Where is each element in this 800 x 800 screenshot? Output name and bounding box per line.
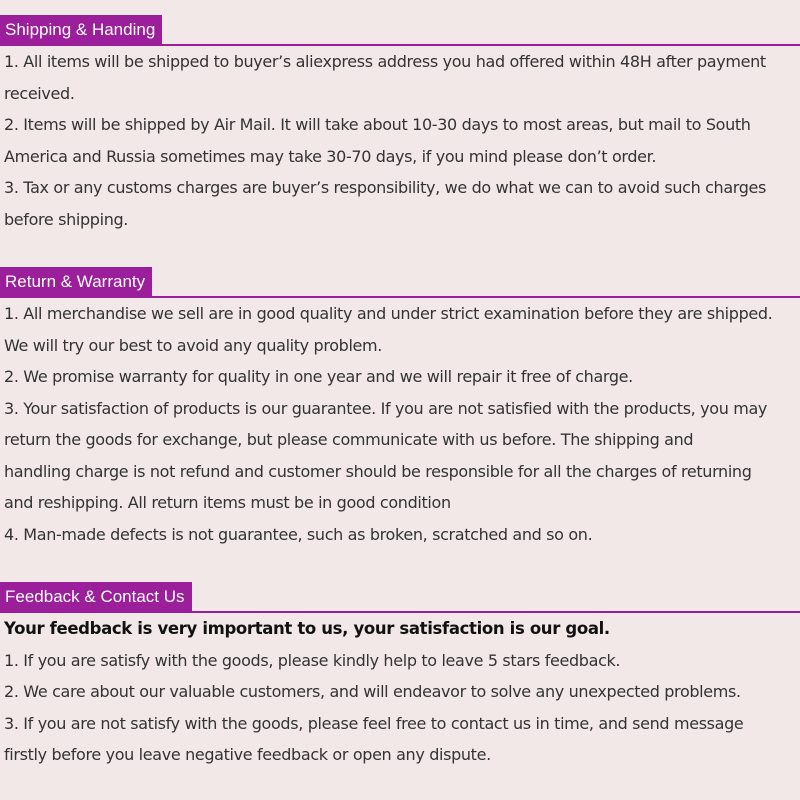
section-title-return: Return & Warranty xyxy=(0,267,152,296)
section-feedback xyxy=(0,582,800,613)
return-line-4: 3. Your satisfaction of products is our guarantee. If you are not satisfied with the products, you may xyxy=(4,399,768,418)
section-title-feedback: Feedback & Contact Us xyxy=(0,582,192,611)
return-line-1: 1. All merchandise we sell are in good quality and under strict examination before they are shipped. xyxy=(4,304,773,323)
return-line-6: handling charge is not refund and customer should be responsible for all the charges of returning xyxy=(4,462,752,481)
feedback-line-3: 3. If you are not satisfy with the goods, please feel free to contact us in time, and send message xyxy=(4,714,744,733)
shipping-line-6: before shipping. xyxy=(4,210,129,229)
section-title-shipping: Shipping & Handing xyxy=(0,15,162,44)
section-header-feedback xyxy=(0,582,800,613)
return-line-3: 2. We promise warranty for quality in one year and we will repair it free of charge. xyxy=(4,367,633,386)
return-line-2: We will try our best to avoid any quality problem. xyxy=(4,336,383,355)
section-shipping xyxy=(0,15,800,46)
feedback-intro: Your feedback is very important to us, your satisfaction is our goal. xyxy=(4,619,610,638)
shipping-line-3: 2. Items will be shipped by Air Mail. It will take about 10-30 days to most areas, but mail to South xyxy=(4,115,751,134)
feedback-line-4: firstly before you leave negative feedback or open any dispute. xyxy=(4,745,491,764)
section-return xyxy=(0,267,800,298)
shipping-line-2: received. xyxy=(4,84,75,103)
section-header-shipping xyxy=(0,15,800,46)
shipping-line-1: 1. All items will be shipped to buyer’s aliexpress address you had offered within 48H after payment xyxy=(4,52,766,71)
return-line-7: and reshipping. All return items must be in good condition xyxy=(4,493,451,512)
shipping-line-5: 3. Tax or any customs charges are buyer’s responsibility, we do what we can to avoid such charges xyxy=(4,178,767,197)
section-header-return xyxy=(0,267,800,298)
shipping-line-4: America and Russia sometimes may take 30-70 days, if you mind please don’t order. xyxy=(4,147,657,166)
feedback-line-1: 1. If you are satisfy with the goods, please kindly help to leave 5 stars feedback. xyxy=(4,651,621,670)
feedback-line-2: 2. We care about our valuable customers, and will endeavor to solve any unexpected problems. xyxy=(4,682,741,701)
return-line-5: return the goods for exchange, but please communicate with us before. The shipping and xyxy=(4,430,694,449)
return-line-8: 4. Man-made defects is not guarantee, such as broken, scratched and so on. xyxy=(4,525,593,544)
